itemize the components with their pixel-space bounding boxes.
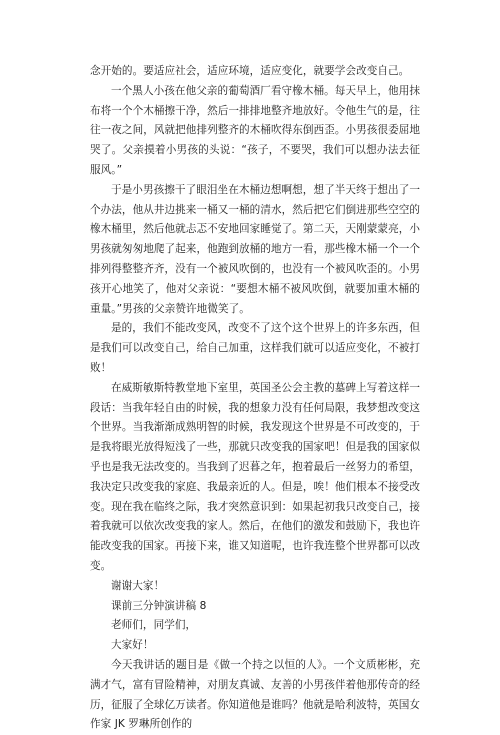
- paragraph-5: 在威斯敏斯特教堂地下室里，英国圣公会主教的墓碑上写着这样一段话：当我年轻自由的时候，我的想象力没有任何局限，我梦想改变这个世界。当我渐渐成熟明智的时候，我发现这个世界是不可改变的，于是我将眼光放得短浅了一些，那就只改变我的国家吧！但是我的国家似乎也是我无法改变的。当我到了迟暮之年，抱着最后一丝努力的希望，我决定只改变我的家庭、我最亲近的人。但是，唉！他们根本不接受改变。现在我在临终之际，我才突然意识到：如果起初我只改变自己，接着我就可以依次改变我的家人。然后，在他们的激发和鼓励下，我也许能改变我的国家。再接下来，谁又知道呢，也许我连整个世界都可以改变。: [90, 381, 420, 572]
- greeting-line: 大家好！: [111, 639, 154, 652]
- thanks-line: 谢谢大家！: [111, 579, 165, 592]
- paragraph-3: 于是小男孩擦干了眼泪坐在木桶边想啊想，想了半天终于想出了一个办法，他从井边挑来一桶又一桶的清水，然后把它们倒进那些空空的橡木桶里，然后他就忐忑不安地回家睡觉了。第二天，天刚蒙蒙亮，小男孩就匆匆地爬了起来，他跑到放桶的地方一看，那些橡木桶一个一个排列得整整齐齐，没有一个被风吹倒的，也没有一个被风吹歪的。小男孩开心地笑了，他对父亲说：“要想木桶不被风吹倒，就要加重木桶的重量。”男孩的父亲赞许地微笑了。: [90, 183, 420, 315]
- paragraph-1: 念开始的。要适应社会，适应环境，适应变化，就要学会改变自己。: [90, 65, 410, 77]
- paragraph-final: 今天我讲话的题目是《做一个持之以恒的人》。一个文质彬彬，充满才气，富有冒险精神，对朋友真诚、友善的小男孩伴着他那传奇的经历，征服了全球亿万读者。你知道他是谁吗？他就是哈利波特，英国女作家 JK 罗琳所创作的: [90, 658, 420, 731]
- paragraph-2: 一个黑人小孩在他父亲的葡萄酒厂看守橡木桶。每天早上，他用抹布将一个个木桶擦干净，然后一排排地整齐地放好。令他生气的是，往往一夜之间，风就把他排列整齐的木桶吹得东倒西歪。小男孩很委屈地哭了。父亲摸着小男孩的头说：“孩子，不要哭，我们可以想办法去征服风。”: [90, 84, 420, 176]
- paragraph-4: 是的，我们不能改变风，改变不了这个这个世界上的许多东西，但是我们可以改变自己，给自己加重，这样我们就可以适应变化，不被打败！: [90, 322, 420, 374]
- document-body: [90, 62, 420, 735]
- salutation-line: 老师们，同学们，: [111, 619, 197, 632]
- speech-heading: 课前三分钟演讲稿 8: [111, 599, 207, 612]
